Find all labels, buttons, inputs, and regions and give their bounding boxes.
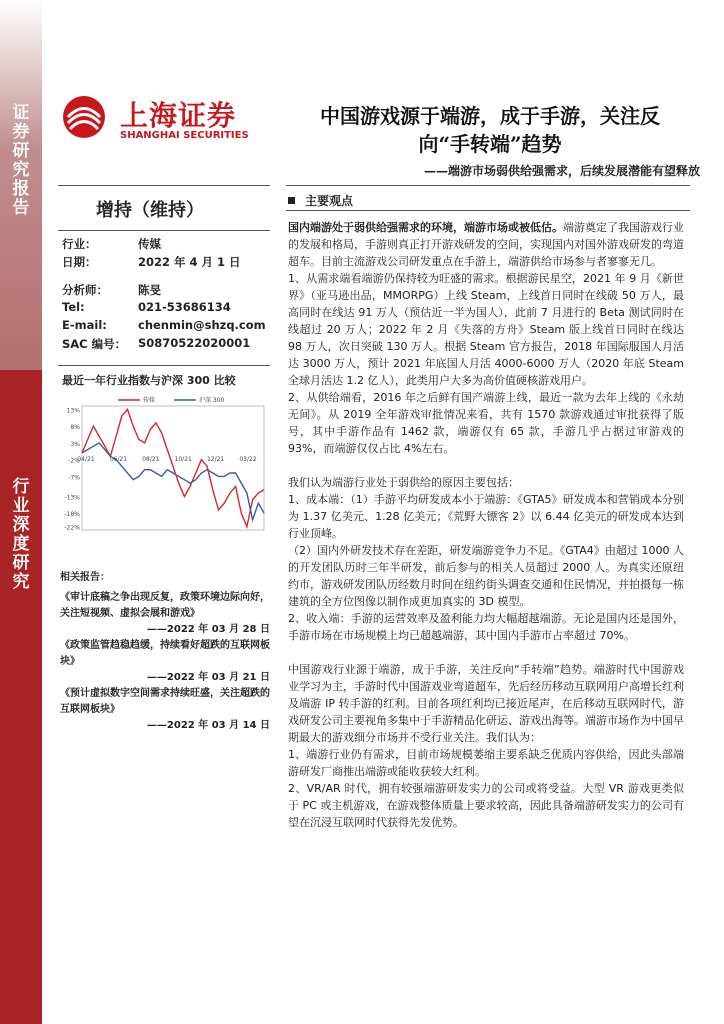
paragraph-lead: 国内端游处于弱供给强需求的环境，端游市场或被低估。 xyxy=(288,221,563,234)
chart-title: 最近一年行业指数与沪深 300 比较 xyxy=(62,374,236,387)
paragraph: 中国游戏行业源于端游，成于手游，关注反向“手转端”趋势。端游时代中国游戏业学习为主，手游时代中国游戏业弯道超车，先后经历移动互联网用户高增长红利及端游 IP 转手游的红利。目前各项红利均已接近尾声，在后移动互联网时代，游戏研发公司主要视角多集中于手游精品化研运、游戏出海等。端游市场作为中国早期最大的游戏细分市场并不受行业关注。我们认为： xyxy=(288,663,684,744)
series-line xyxy=(82,409,264,526)
y-tick-label: -2% xyxy=(68,457,80,465)
analyst-value: 陈旻 xyxy=(138,283,161,297)
paragraph: 2、收入端：手游的运营效率及盈利能力均大幅超越端游。无论是国内还是国外，手游市场在市场规模上均已超越端游，其中国内手游市占率超过 70%。 xyxy=(288,612,684,642)
x-tick-label: 08/21 xyxy=(142,455,160,463)
series-line xyxy=(82,443,264,520)
x-tick-label: 06/21 xyxy=(109,455,128,463)
paragraph-text: 端游奠定了我国游戏行业的发展和格局，手游则真正打开游戏研发的空间，实现国内对国外游戏研发的弯道超车。目前主流游戏公司研发重点在手游上，端游供给市场参与者寥寥无几。 xyxy=(288,221,684,268)
logo-name-cn: 上海证券 xyxy=(120,99,237,132)
sidebar-top-label: 证券研究报告 xyxy=(12,103,30,218)
industry-row xyxy=(62,236,161,252)
divider xyxy=(286,185,690,186)
related-reports xyxy=(60,570,270,734)
email-value: chenmin@shzq.com xyxy=(138,318,266,332)
y-tick-label: 8% xyxy=(70,424,80,432)
report-date: ——2022 年 03 月 14 日 xyxy=(146,720,270,731)
report-date: ——2022 年 03 月 21 日 xyxy=(146,672,270,683)
report-item xyxy=(60,638,270,686)
divider xyxy=(58,365,270,366)
paragraph: （2）国内外研发技术存在差距，研发端游竞争力不足。《GTA4》由超过 1000 人的开发团队历时三年半研发，前后参与的相关人员超过 2000 人。为真实还原纽约市，游戏研发团队历经数月时间在纽约街头调查交通和住民情况，并拍摄每一栋建筑的全方位图像以制作成更加真实的 3D 模型。 xyxy=(288,544,684,608)
report-item xyxy=(60,590,270,638)
paragraph xyxy=(288,219,684,270)
industry-value: 传媒 xyxy=(138,237,161,251)
x-tick-label: 03/22 xyxy=(239,455,257,463)
paragraph: 2、从供给端看，2016 年之后鲜有国产端游上线，最近一款为去年上线的《永劫无间》。从 2019 全年游戏审批情况来看，共有 1570 款游戏通过审批获得了版号，其中手游作品有 1462 款，端游仅有 65 款，手游几乎占据过审游戏的 93%，而端游仅仅占比 4%左右。 xyxy=(288,391,684,455)
index-comparison-chart xyxy=(60,392,270,534)
date-label: 日期： xyxy=(62,255,97,269)
paragraph: 1、成本端：（1）手游平均研发成本小于端游：《GTA5》研发成本和营销成本分别为 1.37 亿美元、1.28 亿美元；《荒野大镖客 2》以 6.44 亿美元的研发成本达到行业顶峰。 xyxy=(288,493,684,540)
paragraph: 我们认为端游行业处于弱供给的原因主要包括： xyxy=(288,476,519,489)
email-label: E-mail: xyxy=(62,318,107,332)
report-title-line1: 中国游戏源于端游，成于手游，关注反 xyxy=(320,104,660,128)
bullet-square-icon xyxy=(288,197,295,204)
report-subtitle: ——端游市场弱供给强需求，后续发展潜能有望释放 xyxy=(423,164,700,178)
sac-value: S0870522020001 xyxy=(138,336,251,350)
industry-label: 行业： xyxy=(62,237,97,251)
x-tick-label: 12/21 xyxy=(206,455,225,463)
date-row xyxy=(62,254,241,270)
y-tick-label: -7% xyxy=(68,474,80,482)
section-heading-text: 主要观点 xyxy=(305,194,354,208)
divider xyxy=(58,230,270,231)
report-title-line2: 向“手转端”趋势 xyxy=(418,132,562,156)
divider xyxy=(58,185,270,186)
reports-heading: 相关报告： xyxy=(60,572,110,583)
y-tick-label: -13% xyxy=(64,494,80,502)
report-date: ——2022 年 03 月 28 日 xyxy=(146,624,270,635)
sac-label: SAC 编号： xyxy=(62,337,127,351)
sidebar-bottom-band xyxy=(0,370,42,1024)
y-tick-label: 3% xyxy=(70,440,80,448)
logo-mark-icon xyxy=(58,94,110,140)
divider xyxy=(286,210,690,211)
report-item xyxy=(60,686,270,734)
report-title: 《预计虚拟数字空间需求持续旺盛，关注超跌的互联网板块》 xyxy=(60,688,270,715)
logo-name-en: SHANGHAI SECURITIES xyxy=(120,130,249,141)
paragraph: 1、端游行业仍有需求，目前市场规模萎缩主要系缺乏优质内容供给，因此头部端游研发厂商推出端游或能收获较大红利。 xyxy=(288,748,684,778)
company-logo xyxy=(58,94,268,140)
analyst-row xyxy=(62,282,161,298)
section-heading xyxy=(288,192,353,209)
date-value: 2022 年 4 月 1 日 xyxy=(138,255,241,269)
sidebar xyxy=(0,0,42,1024)
tel-label: Tel: xyxy=(62,300,85,314)
report-title: 《政策监管趋稳趋缓，持续看好超跌的互联网板块》 xyxy=(60,640,270,667)
analyst-label: 分析师： xyxy=(62,283,108,297)
y-tick-label: -18% xyxy=(64,511,80,519)
rating: 增持（维持） xyxy=(96,200,204,221)
email-row xyxy=(62,318,266,332)
sidebar-bottom-label: 行业深度研究 xyxy=(12,477,30,592)
report-title: 《审计底稿之争出现反复，政策环境边际向好，关注短视频、虚拟会展和游戏》 xyxy=(60,592,270,619)
y-tick-label: -22% xyxy=(64,524,80,532)
paragraph: 2、VR/AR 时代，拥有较强端游研发实力的公司或将受益。大型 VR 游戏更类似于 PC 或主机游戏，在游戏整体质量上要求较高，因此具备端游研发实力的公司有望在沉浸互联网时代获得先发优势。 xyxy=(288,782,684,829)
tel-value: 021-53686134 xyxy=(138,300,231,314)
legend-label: 传媒 xyxy=(143,397,156,404)
key-points-body xyxy=(288,219,684,831)
legend-label: 沪深 300 xyxy=(199,397,225,404)
x-tick-label: 04/21 xyxy=(77,455,95,463)
y-tick-label: 13% xyxy=(66,407,80,415)
sac-row xyxy=(62,336,251,352)
tel-row xyxy=(62,300,231,314)
x-tick-label: 10/21 xyxy=(174,455,192,463)
paragraph: 1、从需求端看端游仍保持较为旺盛的需求。根据游民星空，2021 年 9 月《新世界》（亚马逊出品，MMORPG）上线 Steam，上线首日同时在线破 50 万人，最高同时在线达 91 万人（预估近一半为国人），此前 7 月进行的 Beta 测试同时在线超过 20 万人；2022 年 2 月《失落的方舟》Steam 版上线首日同时在线达 98 万人，次日突破 130 万人。根据 Steam 官方报告，2018 年国际服国人月活达 3000 万人，预计 2021 年底国人月活 4000-6000 万人（2020 年底 Steam 全球月活达 1.2 亿人），此类用户大多为高价值硬核游戏用户。 xyxy=(288,272,684,387)
